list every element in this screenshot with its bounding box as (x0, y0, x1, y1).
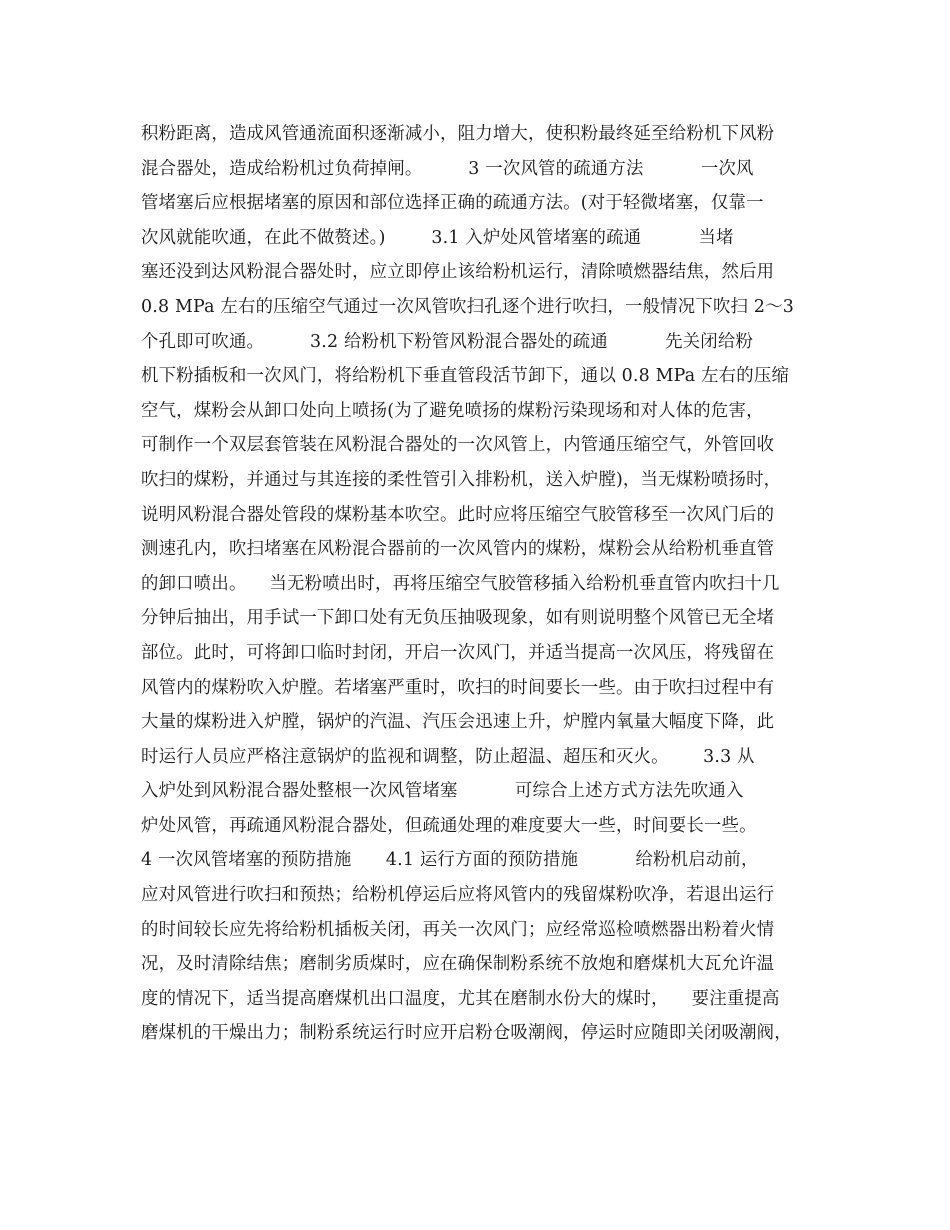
text-line: 吹扫的煤粉，并通过与其连接的柔性管引入排粉机，送入炉膛)，当无煤粉喷扬时， (141, 469, 782, 490)
text-line: 风管内的煤粉吹入炉膛。若堵塞严重时，吹扫的时间要长一些。由于吹扫过程中有 (141, 677, 775, 698)
text-line: 个孔即可吹通。 3.2 给粉机下粉管风粉混合器处的疏通 先关闭给粉 (141, 331, 754, 352)
text-line: 说明风粉混合器处管段的煤粉基本吹空。此时应将压缩空气胶管移至一次风门后的 (141, 504, 775, 525)
text-line: 部位。此时，可将卸口临时封闭，开启一次风门，并适当提高一次风压，将残留在 (141, 642, 775, 663)
text-line: 可制作一个双层套管装在风粉混合器处的一次风管上，内管通压缩空气，外管回收 (141, 435, 775, 456)
text-line: 磨煤机的干燥出力；制粉系统运行时应开启粉仓吸潮阀，停运时应随即关闭吸潮阀， (141, 1023, 792, 1044)
text-line: 炉处风管，再疏通风粉混合器处，但疏通处理的难度要大一些，时间要长一些。 (141, 815, 757, 836)
text-line: 时运行人员应严格注意锅炉的监视和调整，防止超温、超压和灭火。 3.3 从 (141, 746, 755, 767)
text-line: 测速孔内，吹扫堵塞在风粉混合器前的一次风管内的煤粉，煤粉会从给粉机垂直管 (141, 539, 775, 560)
body-text (141, 117, 821, 1051)
text-line: 管堵塞后应根据堵塞的原因和部位选择正确的疏通方法。(对于轻微堵塞，仅靠一 (141, 193, 764, 214)
text-line: 塞还没到达风粉混合器处时，应立即停止该给粉机运行，清除喷燃器结焦，然后用 (141, 262, 775, 283)
text-line: 次风就能吹通，在此不做赘述。) 3.1 入炉处风管堵塞的疏通 当堵 (141, 227, 734, 248)
text-line: 应对风管进行吹扫和预热；给粉机停运后应将风管内的残留煤粉吹净，若退出运行 (141, 885, 775, 906)
text-line: 的时间较长应先将给粉机插板关闭，再关一次风门；应经常巡检喷燃器出粉着火情 (141, 919, 775, 940)
text-line: 机下粉插板和一次风门，将给粉机下垂直管段活节卸下，通以 0.8 MPa 左右的压缩 (141, 366, 790, 387)
text-line: 大量的煤粉进入炉膛，锅炉的汽温、汽压会迅速上升，炉膛内氧量大幅度下降，此 (141, 712, 775, 733)
text-line: 的卸口喷出。 当无粉喷出时，再将压缩空气胶管移插入给粉机垂直管内吹扫十几 (141, 573, 780, 594)
text-line: 混合器处，造成给粉机过负荷掉闸。 3 一次风管的疏通方法 一次风 (141, 158, 754, 179)
text-line: 0.8 MPa 左右的压缩空气通过一次风管吹扫孔逐个进行吹扫，一般情况下吹扫 2～3 (141, 296, 794, 317)
text-line: 4 一次风管堵塞的预防措施 4.1 运行方面的预防措施 给粉机启动前， (141, 850, 759, 871)
text-line: 况，及时清除结焦；磨制劣质煤时，应在确保制粉系统不放炮和磨煤机大瓦允许温 (141, 954, 775, 975)
text-line: 入炉处到风粉混合器处整根一次风管堵塞 可综合上述方式方法先吹通入 (141, 781, 744, 802)
text-line: 度的情况下，适当提高磨煤机出口温度，尤其在磨制水份大的煤时， 要注重提高 (141, 988, 780, 1009)
text-line: 积粉距离，造成风管通流面积逐渐减小，阻力增大，使积粉最终延至给粉机下风粉 (141, 124, 775, 144)
text-line: 分钟后抽出，用手试一下卸口处有无负压抽吸现象，如有则说明整个风管已无全堵 (141, 608, 775, 629)
text-line: 空气，煤粉会从卸口处向上喷扬(为了避免喷扬的煤粉污染现场和对人体的危害， (141, 400, 764, 421)
